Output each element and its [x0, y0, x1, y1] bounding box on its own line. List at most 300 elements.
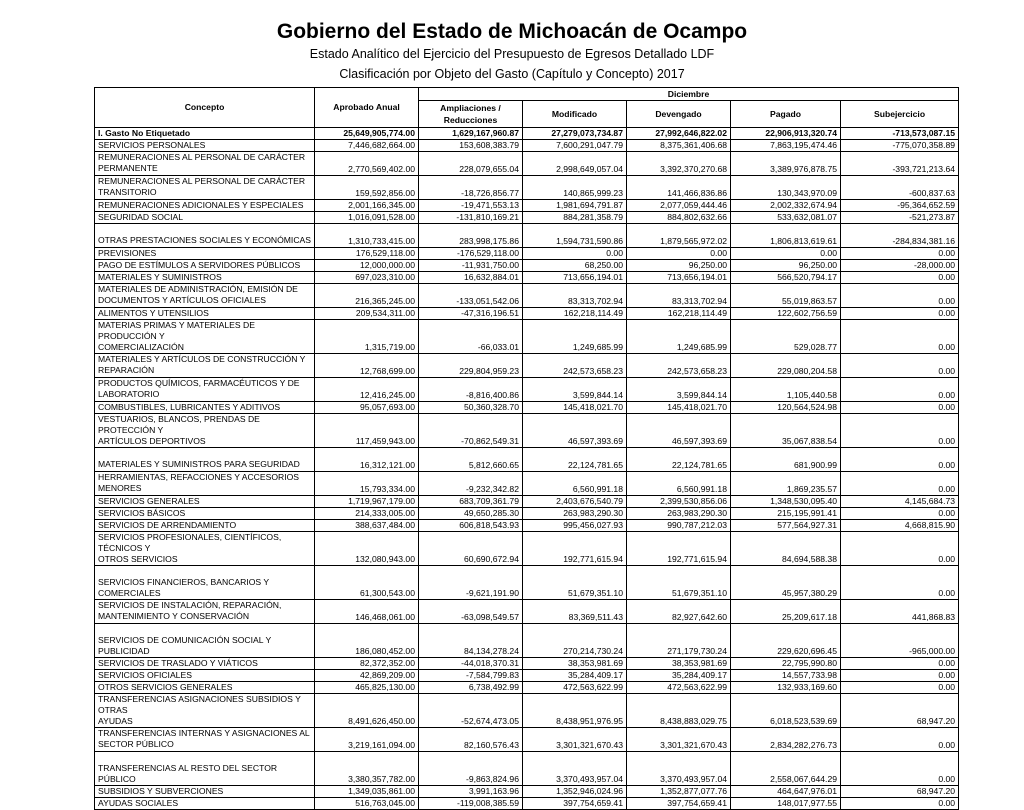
table-row	[95, 284, 959, 308]
aprobado-cell: 209,534,311.00	[315, 308, 419, 320]
concept-line1	[98, 752, 311, 763]
table-row	[95, 532, 959, 566]
concept-cell	[95, 354, 315, 378]
aprobado-cell: 12,416,245.00	[315, 378, 419, 402]
concept-line2: TRANSFERENCIAS AL RESTO DEL SECTOR PÚBLICO	[98, 763, 278, 784]
devengado-cell: 242,573,658.23	[627, 354, 731, 378]
ampliaciones-cell: 228,079,655.04	[419, 152, 523, 176]
concept-line2: PERMANENTE	[98, 163, 158, 173]
devengado-cell: 8,375,361,406.68	[627, 140, 731, 152]
devengado-cell: 145,418,021.70	[627, 402, 731, 414]
subejercicio-cell: 0.00	[841, 402, 959, 414]
pagado-cell: 1,806,813,619.61	[731, 224, 841, 248]
ampliaciones-cell: -19,471,553.13	[419, 200, 523, 212]
ampliaciones-cell: -18,726,856.77	[419, 176, 523, 200]
subejercicio-cell: 0.00	[841, 284, 959, 308]
subejercicio-cell: -95,364,652.59	[841, 200, 959, 212]
concept-cell	[95, 600, 315, 624]
pagado-cell: 96,250.00	[731, 260, 841, 272]
pagado-cell: 464,647,976.01	[731, 786, 841, 798]
column-header-pagado: Pagado	[731, 101, 841, 128]
ampliaciones-cell: 16,632,884.01	[419, 272, 523, 284]
concept-cell	[95, 508, 315, 520]
pagado-cell: 130,343,970.09	[731, 176, 841, 200]
concept-cell	[95, 128, 315, 140]
modificado-cell: 35,284,409.17	[523, 670, 627, 682]
aprobado-cell: 25,649,905,774.00	[315, 128, 419, 140]
modificado-cell: 7,600,291,047.79	[523, 140, 627, 152]
concept-label: PREVISIONES	[98, 248, 157, 258]
concept-line2: ARTÍCULOS DEPORTIVOS	[98, 436, 206, 446]
ampliaciones-cell: 283,998,175.86	[419, 224, 523, 248]
pagado-cell: 7,863,195,474.46	[731, 140, 841, 152]
concept-line2: SERVICIOS DE COMUNICACIÓN SOCIAL Y PUBLICIDAD	[98, 635, 272, 656]
table-row	[95, 694, 959, 728]
aprobado-cell: 1,016,091,528.00	[315, 212, 419, 224]
concept-cell	[95, 308, 315, 320]
concept-cell	[95, 260, 315, 272]
devengado-cell: 397,754,659.41	[627, 798, 731, 810]
devengado-cell: 1,879,565,972.02	[627, 224, 731, 248]
devengado-cell: 3,599,844.14	[627, 378, 731, 402]
table-row	[95, 212, 959, 224]
ampliaciones-cell: -9,863,824.96	[419, 752, 523, 786]
modificado-cell: 472,563,622.99	[523, 682, 627, 694]
pagado-cell: 25,209,617.18	[731, 600, 841, 624]
ampliaciones-line1: Ampliaciones /	[440, 103, 501, 113]
concept-label: COMBUSTIBLES, LUBRICANTES Y ADITIVOS	[98, 402, 281, 412]
pagado-cell: 2,834,282,276.73	[731, 728, 841, 752]
table-row	[95, 128, 959, 140]
modificado-cell: 140,865,999.23	[523, 176, 627, 200]
devengado-cell: 0.00	[627, 248, 731, 260]
concept-line1: TRANSFERENCIAS ASIGNACIONES SUBSIDIOS Y OTRAS	[98, 694, 301, 715]
devengado-cell: 82,927,642.60	[627, 600, 731, 624]
modificado-cell: 6,560,991.18	[523, 472, 627, 496]
subejercicio-cell: 0.00	[841, 682, 959, 694]
aprobado-cell: 12,000,000.00	[315, 260, 419, 272]
modificado-cell: 1,981,694,791.87	[523, 200, 627, 212]
concept-label: SERVICIOS GENERALES	[98, 496, 200, 506]
pagado-cell: 35,067,838.54	[731, 414, 841, 448]
devengado-cell: 271,179,730.24	[627, 624, 731, 658]
concept-label: OTROS SERVICIOS GENERALES	[98, 682, 233, 692]
pagado-cell: 132,933,169.60	[731, 682, 841, 694]
devengado-cell: 3,392,370,270.68	[627, 152, 731, 176]
subejercicio-cell: -775,070,358.89	[841, 140, 959, 152]
concept-label: SERVICIOS PERSONALES	[98, 140, 206, 150]
aprobado-cell: 2,001,166,345.00	[315, 200, 419, 212]
devengado-cell: 27,992,646,822.02	[627, 128, 731, 140]
column-header-devengado: Devengado	[627, 101, 731, 128]
concept-line2: LABORATORIO	[98, 389, 160, 399]
subejercicio-cell: 0.00	[841, 532, 959, 566]
devengado-cell: 162,218,114.49	[627, 308, 731, 320]
devengado-cell: 83,313,702.94	[627, 284, 731, 308]
concept-cell	[95, 798, 315, 810]
pagado-cell: 2,558,067,644.29	[731, 752, 841, 786]
concept-line1: TRANSFERENCIAS INTERNAS Y ASIGNACIONES AL	[98, 728, 310, 738]
subejercicio-cell: 4,145,684.73	[841, 496, 959, 508]
modificado-cell: 192,771,615.94	[523, 532, 627, 566]
modificado-cell: 2,998,649,057.04	[523, 152, 627, 176]
subejercicio-cell: -28,000.00	[841, 260, 959, 272]
concept-line1: VESTUARIOS, BLANCOS, PRENDAS DE PROTECCIÓN Y	[98, 414, 260, 435]
ampliaciones-cell: 3,991,163.96	[419, 786, 523, 798]
ampliaciones-cell: -7,584,799.83	[419, 670, 523, 682]
aprobado-cell: 1,349,035,861.00	[315, 786, 419, 798]
concept-cell	[95, 176, 315, 200]
pagado-cell: 55,019,863.57	[731, 284, 841, 308]
ampliaciones-cell: -70,862,549.31	[419, 414, 523, 448]
pagado-cell: 533,632,081.07	[731, 212, 841, 224]
table-row	[95, 272, 959, 284]
pagado-cell: 566,520,794.17	[731, 272, 841, 284]
concept-cell	[95, 532, 315, 566]
ampliaciones-cell: -119,008,385.59	[419, 798, 523, 810]
devengado-cell: 38,353,981.69	[627, 658, 731, 670]
concept-line1: MATERIALES DE ADMINISTRACIÓN, EMISIÓN DE	[98, 284, 298, 294]
pagado-cell: 1,105,440.58	[731, 378, 841, 402]
subejercicio-cell: 0.00	[841, 566, 959, 600]
ampliaciones-cell: -131,810,169.21	[419, 212, 523, 224]
concept-line2: AYUDAS	[98, 716, 133, 726]
modificado-cell: 713,656,194.01	[523, 272, 627, 284]
subejercicio-cell: 0.00	[841, 320, 959, 354]
concept-label: AYUDAS SOCIALES	[98, 798, 179, 808]
ampliaciones-cell: 683,709,361.79	[419, 496, 523, 508]
concept-line1	[98, 448, 311, 459]
table-row	[95, 140, 959, 152]
concept-line1: REMUNERACIONES AL PERSONAL DE CARÁCTER	[98, 152, 306, 162]
modificado-cell: 8,438,951,976.95	[523, 694, 627, 728]
subejercicio-cell: 68,947.20	[841, 694, 959, 728]
aprobado-cell: 15,793,334.00	[315, 472, 419, 496]
aprobado-cell: 516,763,045.00	[315, 798, 419, 810]
table-row	[95, 798, 959, 810]
classification-subtitle: Clasificación por Objeto del Gasto (Capítulo y Concepto) 2017	[339, 67, 685, 81]
pagado-cell: 2,002,332,674.94	[731, 200, 841, 212]
table-row	[95, 402, 959, 414]
table-row	[95, 378, 959, 402]
aprobado-cell: 3,219,161,094.00	[315, 728, 419, 752]
concept-line2: REPARACIÓN	[98, 365, 155, 375]
column-header-subejercicio: Subejercicio	[841, 101, 959, 128]
subejercicio-cell: 68,947.20	[841, 786, 959, 798]
pagado-cell: 120,564,524.98	[731, 402, 841, 414]
concept-cell	[95, 248, 315, 260]
modificado-cell: 3,370,493,957.04	[523, 752, 627, 786]
modificado-cell: 38,353,981.69	[523, 658, 627, 670]
devengado-cell: 1,249,685.99	[627, 320, 731, 354]
concept-cell	[95, 658, 315, 670]
table-row	[95, 308, 959, 320]
modificado-cell: 3,301,321,670.43	[523, 728, 627, 752]
pagado-cell: 1,869,235.57	[731, 472, 841, 496]
concept-cell	[95, 414, 315, 448]
pagado-cell: 3,389,976,878.75	[731, 152, 841, 176]
page-title: Gobierno del Estado de Michoacán de Ocampo	[276, 20, 748, 43]
devengado-cell: 2,077,059,444.46	[627, 200, 731, 212]
subejercicio-cell: 0.00	[841, 508, 959, 520]
concept-cell	[95, 224, 315, 248]
concept-cell	[95, 212, 315, 224]
concept-line2: TRANSITORIO	[98, 187, 157, 197]
table-row	[95, 200, 959, 212]
devengado-cell: 3,301,321,670.43	[627, 728, 731, 752]
concept-cell	[95, 694, 315, 728]
concept-cell	[95, 520, 315, 532]
devengado-cell: 8,438,883,029.75	[627, 694, 731, 728]
devengado-cell: 35,284,409.17	[627, 670, 731, 682]
devengado-cell: 472,563,622.99	[627, 682, 731, 694]
pagado-cell: 1,348,530,095.40	[731, 496, 841, 508]
concept-label: SUBSIDIOS Y SUBVERCIONES	[98, 786, 224, 796]
concept-label: SERVICIOS DE ARRENDAMIENTO	[98, 520, 237, 530]
concept-line2: MENORES	[98, 483, 142, 493]
devengado-cell: 990,787,212.03	[627, 520, 731, 532]
table-row	[95, 786, 959, 798]
devengado-cell: 713,656,194.01	[627, 272, 731, 284]
modificado-cell: 22,124,781.65	[523, 448, 627, 472]
modificado-cell: 83,369,511.43	[523, 600, 627, 624]
subejercicio-cell: -284,834,381.16	[841, 224, 959, 248]
ampliaciones-cell: -44,018,370.31	[419, 658, 523, 670]
pagado-cell: 22,795,990.80	[731, 658, 841, 670]
aprobado-cell: 388,637,484.00	[315, 520, 419, 532]
devengado-cell: 192,771,615.94	[627, 532, 731, 566]
aprobado-cell: 214,333,005.00	[315, 508, 419, 520]
aprobado-cell: 176,529,118.00	[315, 248, 419, 260]
concept-label: SEGURIDAD SOCIAL	[98, 212, 184, 222]
concept-line1: PRODUCTOS QUÍMICOS, FARMACÉUTICOS Y DE	[98, 378, 300, 388]
concept-cell	[95, 472, 315, 496]
table-row	[95, 658, 959, 670]
concept-line2: SERVICIOS FINANCIEROS, BANCARIOS Y COMERCIALES	[98, 577, 269, 598]
devengado-cell: 1,352,877,077.76	[627, 786, 731, 798]
concept-line1	[98, 624, 311, 635]
subejercicio-cell: 0.00	[841, 658, 959, 670]
modificado-cell: 51,679,351.10	[523, 566, 627, 600]
table-row	[95, 624, 959, 658]
table-row	[95, 152, 959, 176]
pagado-cell: 229,080,204.58	[731, 354, 841, 378]
subejercicio-cell: 0.00	[841, 308, 959, 320]
subejercicio-cell: 0.00	[841, 752, 959, 786]
concept-cell	[95, 284, 315, 308]
devengado-cell: 884,802,632.66	[627, 212, 731, 224]
concept-line1: SERVICIOS DE INSTALACIÓN, REPARACIÓN,	[98, 600, 282, 610]
concept-cell	[95, 152, 315, 176]
concept-label: PAGO DE ESTÍMULOS A SERVIDORES PÚBLICOS	[98, 260, 301, 270]
aprobado-cell: 697,023,310.00	[315, 272, 419, 284]
concept-line1: REMUNERACIONES AL PERSONAL DE CARÁCTER	[98, 176, 306, 186]
ampliaciones-cell: 229,804,959.23	[419, 354, 523, 378]
table-body	[95, 128, 959, 810]
devengado-cell: 22,124,781.65	[627, 448, 731, 472]
modificado-cell: 46,597,393.69	[523, 414, 627, 448]
aprobado-cell: 1,310,733,415.00	[315, 224, 419, 248]
concept-line2: DOCUMENTOS Y ARTÍCULOS OFICIALES	[98, 295, 266, 305]
concept-cell	[95, 786, 315, 798]
ampliaciones-cell: 60,690,672.94	[419, 532, 523, 566]
modificado-cell: 263,983,290.30	[523, 508, 627, 520]
pagado-cell: 6,018,523,539.69	[731, 694, 841, 728]
ampliaciones-cell: -11,931,750.00	[419, 260, 523, 272]
pagado-cell: 215,195,991.41	[731, 508, 841, 520]
subejercicio-cell: 0.00	[841, 248, 959, 260]
subejercicio-cell: 0.00	[841, 354, 959, 378]
column-header-concepto: Concepto	[95, 88, 315, 128]
concept-cell	[95, 140, 315, 152]
modificado-cell: 145,418,021.70	[523, 402, 627, 414]
pagado-cell: 122,602,756.59	[731, 308, 841, 320]
subejercicio-cell: 4,668,815.90	[841, 520, 959, 532]
pagado-cell: 529,028.77	[731, 320, 841, 354]
budget-table	[94, 87, 959, 810]
concept-cell	[95, 728, 315, 752]
devengado-cell: 263,983,290.30	[627, 508, 731, 520]
subejercicio-cell: 0.00	[841, 272, 959, 284]
table-row	[95, 260, 959, 272]
aprobado-cell: 132,080,943.00	[315, 532, 419, 566]
modificado-cell: 0.00	[523, 248, 627, 260]
table-row	[95, 472, 959, 496]
concept-cell	[95, 496, 315, 508]
column-header-aprobado: Aprobado Anual	[315, 88, 419, 128]
pagado-cell: 22,906,913,320.74	[731, 128, 841, 140]
devengado-cell: 46,597,393.69	[627, 414, 731, 448]
pagado-cell: 681,900.99	[731, 448, 841, 472]
subejercicio-cell: 0.00	[841, 728, 959, 752]
modificado-cell: 3,599,844.14	[523, 378, 627, 402]
pagado-cell: 84,694,588.38	[731, 532, 841, 566]
table-row	[95, 520, 959, 532]
modificado-cell: 27,279,073,734.87	[523, 128, 627, 140]
aprobado-cell: 216,365,245.00	[315, 284, 419, 308]
subejercicio-cell: 0.00	[841, 448, 959, 472]
aprobado-cell: 159,592,856.00	[315, 176, 419, 200]
concept-cell	[95, 448, 315, 472]
aprobado-cell: 8,491,626,450.00	[315, 694, 419, 728]
aprobado-cell: 146,468,061.00	[315, 600, 419, 624]
modificado-cell: 884,281,358.79	[523, 212, 627, 224]
subejercicio-cell: 0.00	[841, 414, 959, 448]
table-row	[95, 728, 959, 752]
table-row	[95, 320, 959, 354]
concept-label: SERVICIOS DE TRASLADO Y VIÁTICOS	[98, 658, 258, 668]
subejercicio-cell: -393,721,213.64	[841, 152, 959, 176]
concept-line2: OTRAS PRESTACIONES SOCIALES Y ECONÓMICAS	[98, 235, 311, 245]
concept-label: MATERIALES Y SUMINISTROS	[98, 272, 222, 282]
table-row	[95, 600, 959, 624]
concept-cell	[95, 752, 315, 786]
concept-line2: MATERIALES Y SUMINISTROS PARA SEGURIDAD	[98, 459, 300, 469]
modificado-cell: 1,249,685.99	[523, 320, 627, 354]
table-row	[95, 566, 959, 600]
concept-cell	[95, 402, 315, 414]
concept-cell	[95, 378, 315, 402]
devengado-cell: 51,679,351.10	[627, 566, 731, 600]
pagado-cell: 577,564,927.31	[731, 520, 841, 532]
modificado-cell: 162,218,114.49	[523, 308, 627, 320]
aprobado-cell: 2,770,569,402.00	[315, 152, 419, 176]
group-header-diciembre: Diciembre	[419, 88, 959, 101]
subejercicio-cell: 0.00	[841, 472, 959, 496]
modificado-cell: 2,403,676,540.79	[523, 496, 627, 508]
table-row	[95, 414, 959, 448]
aprobado-cell: 465,825,130.00	[315, 682, 419, 694]
table-row	[95, 670, 959, 682]
pagado-cell: 0.00	[731, 248, 841, 260]
modificado-cell: 270,214,730.24	[523, 624, 627, 658]
concept-cell	[95, 272, 315, 284]
ampliaciones-cell: -133,051,542.06	[419, 284, 523, 308]
modificado-cell: 1,352,946,024.96	[523, 786, 627, 798]
ampliaciones-cell: -176,529,118.00	[419, 248, 523, 260]
aprobado-cell: 95,057,693.00	[315, 402, 419, 414]
concept-cell	[95, 566, 315, 600]
aprobado-cell: 186,080,452.00	[315, 624, 419, 658]
aprobado-cell: 3,380,357,782.00	[315, 752, 419, 786]
table-row	[95, 176, 959, 200]
aprobado-cell: 16,312,121.00	[315, 448, 419, 472]
concept-cell	[95, 670, 315, 682]
devengado-cell: 2,399,530,856.06	[627, 496, 731, 508]
modificado-cell: 995,456,027.93	[523, 520, 627, 532]
concept-line2: SECTOR PÚBLICO	[98, 739, 174, 749]
concept-line1: HERRAMIENTAS, REFACCIONES Y ACCESORIOS	[98, 472, 300, 482]
ampliaciones-cell: -66,033.01	[419, 320, 523, 354]
ampliaciones-cell: 5,812,660.65	[419, 448, 523, 472]
table-row	[95, 752, 959, 786]
ampliaciones-cell: 49,650,285.30	[419, 508, 523, 520]
concept-line1: SERVICIOS PROFESIONALES, CIENTÍFICOS, TÉCNICOS Y	[98, 532, 282, 553]
table-row	[95, 682, 959, 694]
concept-line1	[98, 566, 311, 577]
concept-label: SERVICIOS BÁSICOS	[98, 508, 186, 518]
aprobado-cell: 82,372,352.00	[315, 658, 419, 670]
concept-line2: OTROS SERVICIOS	[98, 554, 178, 564]
concept-label: REMUNERACIONES ADICIONALES Y ESPECIALES	[98, 200, 304, 210]
aprobado-cell: 1,315,719.00	[315, 320, 419, 354]
aprobado-cell: 42,869,209.00	[315, 670, 419, 682]
pagado-cell: 148,017,977.55	[731, 798, 841, 810]
devengado-cell: 96,250.00	[627, 260, 731, 272]
report-subtitle: Estado Analítico del Ejercicio del Presupuesto de Egresos Detallado LDF	[309, 47, 715, 61]
modificado-cell: 1,594,731,590.86	[523, 224, 627, 248]
ampliaciones-cell: 84,134,278.24	[419, 624, 523, 658]
subejercicio-cell: -713,573,087.15	[841, 128, 959, 140]
modificado-cell: 242,573,658.23	[523, 354, 627, 378]
concept-line1: MATERIALES Y ARTÍCULOS DE CONSTRUCCIÓN Y	[98, 354, 306, 364]
ampliaciones-cell: 1,629,167,960.87	[419, 128, 523, 140]
concept-cell	[95, 624, 315, 658]
subejercicio-cell: 441,868.83	[841, 600, 959, 624]
concept-cell	[95, 200, 315, 212]
subejercicio-cell: 0.00	[841, 798, 959, 810]
table-row	[95, 248, 959, 260]
ampliaciones-cell: -63,098,549.57	[419, 600, 523, 624]
ampliaciones-cell: -9,621,191.90	[419, 566, 523, 600]
ampliaciones-cell: -8,816,400.86	[419, 378, 523, 402]
pagado-cell: 229,620,696.45	[731, 624, 841, 658]
table-row	[95, 354, 959, 378]
concept-label: I. Gasto No Etiquetado	[98, 128, 191, 138]
concept-label: ALIMENTOS Y UTENSILIOS	[98, 308, 209, 318]
ampliaciones-cell: 6,738,492.99	[419, 682, 523, 694]
concept-cell	[95, 320, 315, 354]
